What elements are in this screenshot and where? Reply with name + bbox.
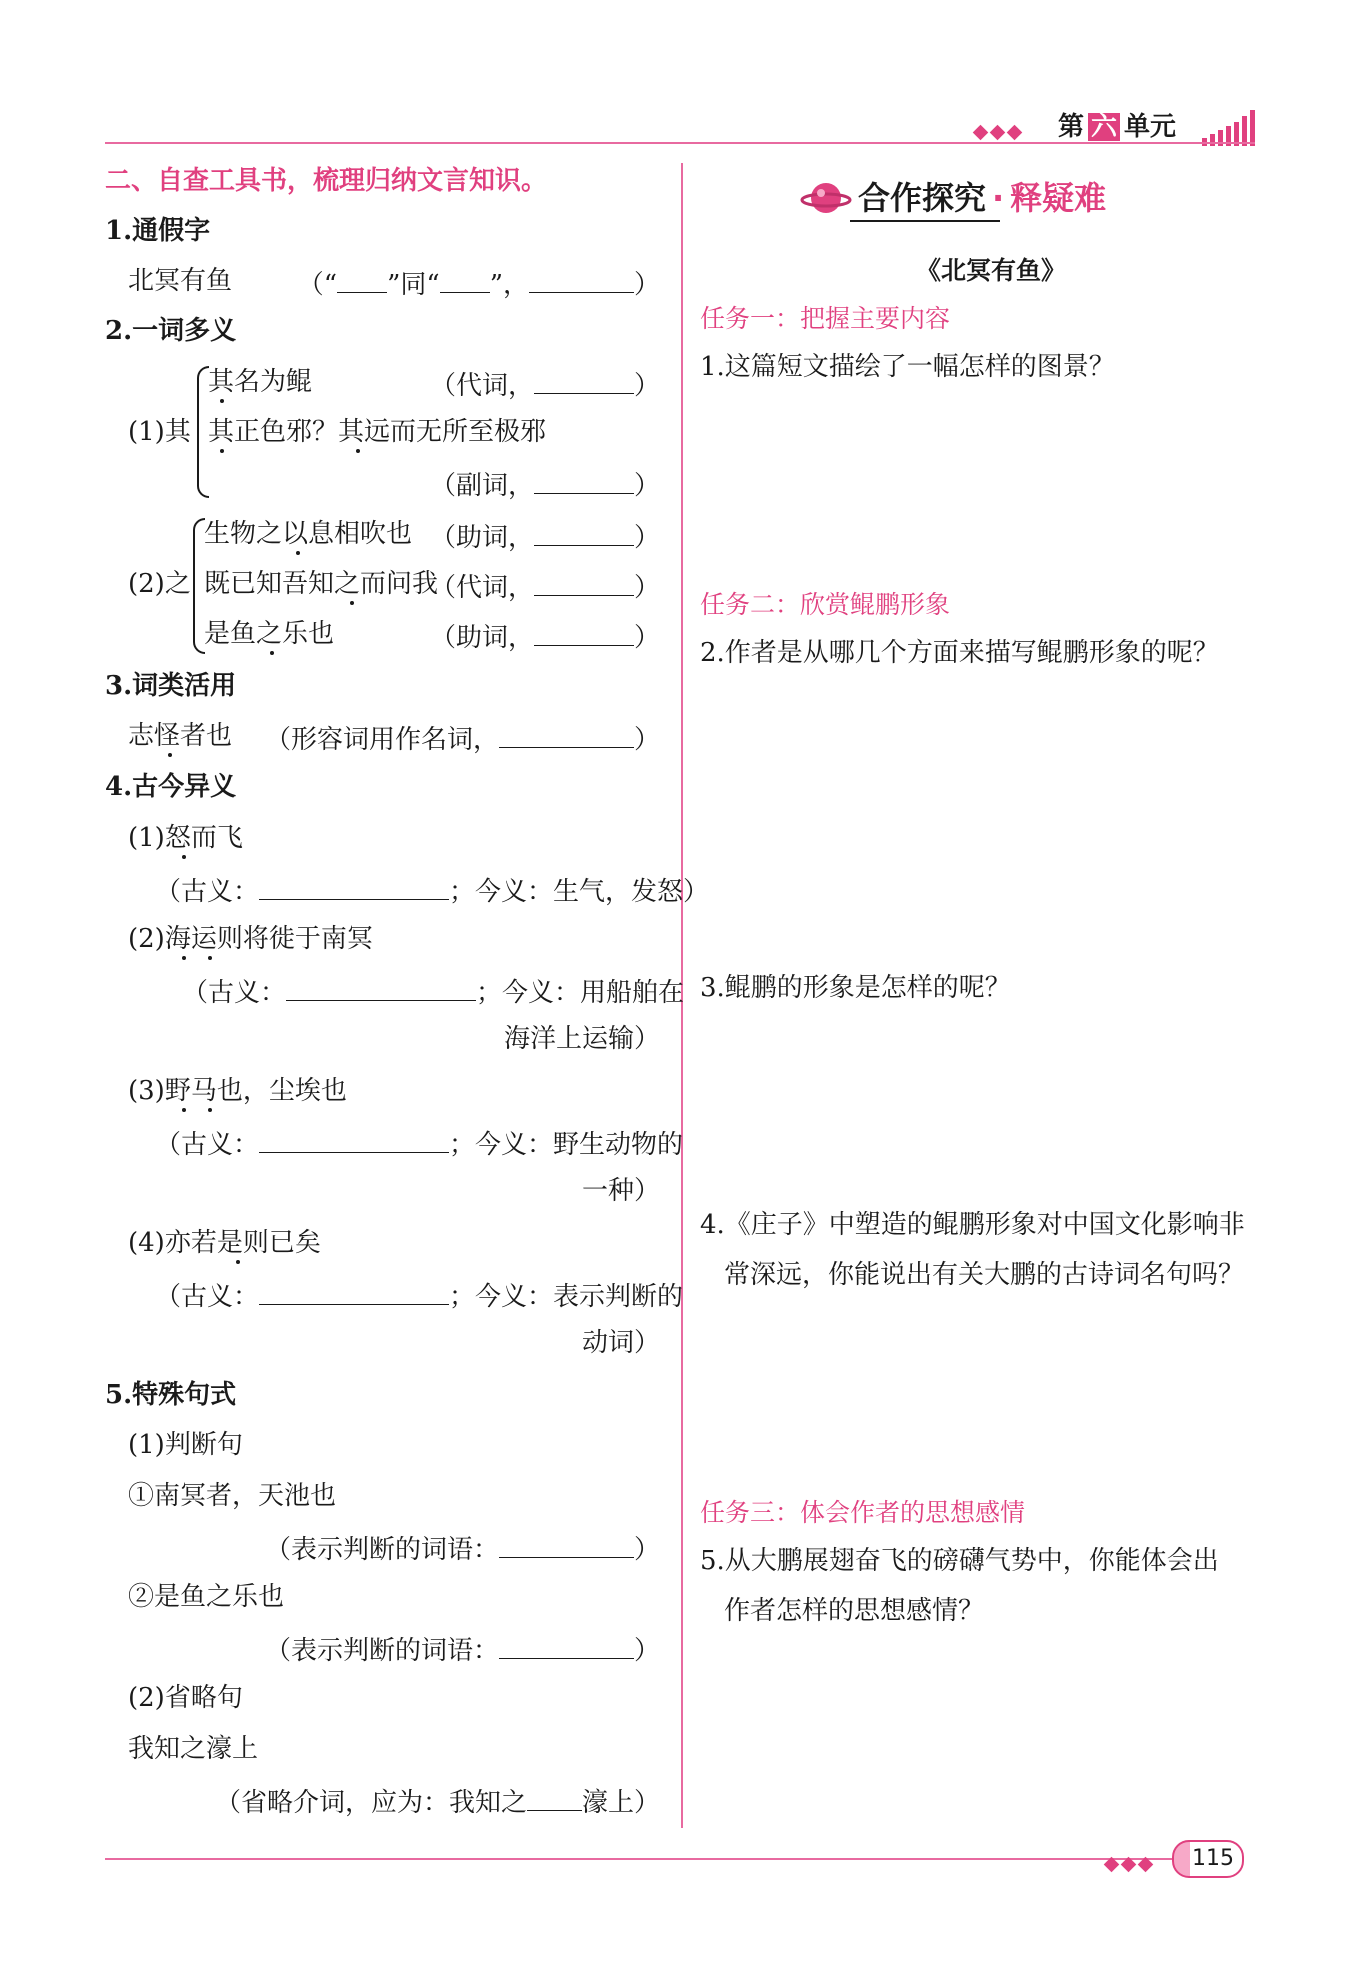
task-1-heading: 任务一：把握主要内容 <box>700 304 951 333</box>
banner-title-b: 释疑难 <box>1010 179 1107 217</box>
section-title: 二、自查工具书，梳理归纳文言知识。 <box>105 166 548 196</box>
s5-e1-note-text: （表示判断的词语： <box>264 1535 499 1565</box>
s2-g2-l2-note-text: （代词， <box>429 573 534 603</box>
s2-g2-l3-note-text: （助词， <box>429 623 534 653</box>
s2-title: 2.一词多义 <box>105 316 237 346</box>
question-3: 3.鲲鹏的形象是怎样的呢？ <box>700 973 1011 1003</box>
s2-g2-l3-blank[interactable] <box>534 621 634 646</box>
s2-g2-l2-note <box>430 571 660 601</box>
s2-g1-label: (1)其 <box>128 417 191 447</box>
unit-suffix: 单元 <box>1124 112 1177 142</box>
s1-answer <box>298 268 660 298</box>
banner-title <box>858 179 1107 217</box>
s4-i4-a: （古义： <box>155 1282 260 1312</box>
s5-e1-blank[interactable] <box>499 1533 634 1558</box>
s5-e3: 我知之濠上 <box>128 1734 259 1764</box>
emphasis-dot <box>236 1260 240 1264</box>
s5-sub1: (1)判断句 <box>128 1430 243 1460</box>
s4-i2-blank[interactable] <box>286 976 476 1001</box>
s2-g1-l2-blank[interactable] <box>534 469 634 494</box>
unit-prefix: 第 <box>1058 112 1085 142</box>
planet-icon <box>800 178 852 218</box>
question-5-line-2: 作者怎样的思想感情？ <box>724 1596 985 1626</box>
s4-i4: (4)亦若是则已矣 <box>128 1228 321 1258</box>
banner-dot: · <box>992 179 1005 217</box>
banner-underline <box>850 220 1000 222</box>
s5-e1: ①南冥者，天池也 <box>128 1481 337 1511</box>
header-rule <box>105 142 1255 144</box>
s2-g2-l2-blank[interactable] <box>534 571 634 596</box>
s1-phrase: 北冥有鱼 <box>128 266 233 296</box>
s5-e3-note-a: （省略介词，应为：我知之 <box>214 1788 527 1818</box>
s3-title: 3.词类活用 <box>105 671 237 701</box>
s2-g2-l3: 是鱼之乐也 <box>204 619 335 649</box>
s5-e3-note <box>215 1786 660 1816</box>
question-5-line-1: 5.从大鹏展翅奋飞的磅礴气势中，你能体会出 <box>700 1546 1219 1576</box>
s4-i2-c: 海洋上运输） <box>503 1024 660 1054</box>
s4-i1-b: ；今义：生气，发怒） <box>449 877 710 907</box>
close-paren: ） <box>633 573 660 603</box>
s5-e2-blank[interactable] <box>499 1634 634 1659</box>
emphasis-dot <box>182 855 186 859</box>
emphasis-dot <box>270 651 274 655</box>
header-diamonds-icon <box>972 117 1023 143</box>
s2-g2-l1-note <box>430 521 660 551</box>
close-paren: ） <box>633 471 660 501</box>
s4-i3-a: （古义： <box>155 1130 260 1160</box>
close-paren: ） <box>633 725 660 755</box>
s5-sub2: (2)省略句 <box>128 1683 243 1713</box>
close-paren: ） <box>633 623 660 653</box>
s2-g1-l2-note <box>430 469 660 499</box>
s4-i1-line <box>155 875 709 905</box>
s4-i1-a: （古义： <box>155 877 260 907</box>
s5-e3-note-b: 濠上） <box>581 1788 660 1818</box>
emphasis-dot <box>220 449 224 453</box>
emphasis-dot <box>208 1108 212 1112</box>
unit-label <box>1058 113 1176 141</box>
emphasis-dot <box>296 551 300 555</box>
s4-i1: (1)怒而飞 <box>128 823 243 853</box>
footer-diamonds-icon <box>1103 1849 1154 1875</box>
s3-note-text: （形容词用作名词， <box>264 725 499 755</box>
s4-i3-line <box>155 1128 683 1158</box>
footer-rule <box>105 1858 1195 1860</box>
s4-i2-line <box>182 976 684 1006</box>
page-number: 115 <box>1172 1840 1244 1878</box>
banner-title-a: 合作探究 <box>858 179 987 217</box>
s2-g2-l1-blank[interactable] <box>534 521 634 546</box>
s4-i4-blank[interactable] <box>259 1280 449 1305</box>
s4-i2: (2)海运则将徙于南冥 <box>128 924 373 954</box>
close-paren: ） <box>633 523 660 553</box>
unit-number: 六 <box>1088 113 1120 141</box>
s4-i2-a: （古义： <box>182 978 287 1008</box>
emphasis-dot <box>208 956 212 960</box>
close-paren: ） <box>633 1535 660 1565</box>
s4-i3-blank[interactable] <box>259 1128 449 1153</box>
s4-i3: (3)野马也，尘埃也 <box>128 1076 347 1106</box>
emphasis-dot <box>168 753 172 757</box>
s4-i3-c: 一种） <box>581 1176 660 1206</box>
s4-title: 4.古今异义 <box>105 772 237 802</box>
emphasis-dot <box>182 1108 186 1112</box>
close-paren: ） <box>633 1636 660 1666</box>
emphasis-dot <box>182 956 186 960</box>
s4-i2-b: ；今义：用船舶在 <box>476 978 685 1008</box>
s5-e2-note-text: （表示判断的词语： <box>264 1636 499 1666</box>
s3-phrase: 志怪者也 <box>128 721 233 751</box>
s1-p4: ） <box>633 270 660 300</box>
question-2: 2.作者是从哪几个方面来描写鲲鹏形象的呢？ <box>700 638 1219 668</box>
emphasis-dot <box>356 449 360 453</box>
bar-graph-icon <box>1200 108 1258 146</box>
s1-blank-3[interactable] <box>529 268 634 293</box>
s2-g2-l2: 既已知吾知之而问我 <box>204 569 439 599</box>
question-4-line-1: 4.《庄子》中塑造的鲲鹏形象对中国文化影响非 <box>700 1210 1245 1240</box>
s5-title: 5.特殊句式 <box>105 1380 237 1410</box>
s1-blank-2[interactable] <box>440 268 490 293</box>
s5-e1-note <box>265 1533 660 1563</box>
task-3-heading: 任务三：体会作者的思想感情 <box>700 1498 1026 1527</box>
s4-i3-b: ；今义：野生动物的 <box>449 1130 684 1160</box>
s4-i1-blank[interactable] <box>259 875 449 900</box>
s1-p2: ”同“ <box>387 270 440 300</box>
task-2-heading: 任务二：欣赏鲲鹏形象 <box>700 590 951 619</box>
s2-g2-l1-note-text: （助词， <box>429 523 534 553</box>
s2-g1-l1: 其名为鲲 <box>208 367 313 397</box>
s2-g2-l1: 生物之以息相吹也 <box>204 519 413 549</box>
s2-g1-l2: 其正色邪？其远而无所至极邪 <box>208 417 547 447</box>
emphasis-dot <box>350 601 354 605</box>
s2-g2-l3-note <box>430 621 660 651</box>
text-title: 《北冥有鱼》 <box>916 256 1067 285</box>
close-paren: ） <box>633 371 660 401</box>
emphasis-dot <box>220 399 224 403</box>
s4-i4-b: ；今义：表示判断的 <box>449 1282 684 1312</box>
s5-e2-note <box>265 1634 660 1664</box>
s1-p1: （“ <box>297 270 338 300</box>
s2-g1-l1-note <box>430 369 660 399</box>
question-4-line-2: 常深远，你能说出有关大鹏的古诗词名句吗？ <box>724 1260 1245 1290</box>
s2-g1-l1-note-text: （代词， <box>429 371 534 401</box>
s3-note <box>265 723 660 753</box>
s4-i4-line <box>155 1280 683 1310</box>
s2-g2-label: (2)之 <box>128 569 191 599</box>
s1-blank-1[interactable] <box>337 268 387 293</box>
s2-g1-l2-note-text: （副词， <box>429 471 534 501</box>
s2-g1-l1-blank[interactable] <box>534 369 634 394</box>
s4-i4-c: 动词） <box>581 1328 660 1358</box>
question-1: 1.这篇短文描绘了一幅怎样的图景？ <box>700 352 1115 382</box>
s1-p3: ”， <box>489 270 529 300</box>
s5-e2: ②是鱼之乐也 <box>128 1582 285 1612</box>
s1-title: 1.通假字 <box>105 216 211 246</box>
s5-e3-blank[interactable] <box>527 1786 582 1811</box>
s3-blank[interactable] <box>499 723 634 748</box>
